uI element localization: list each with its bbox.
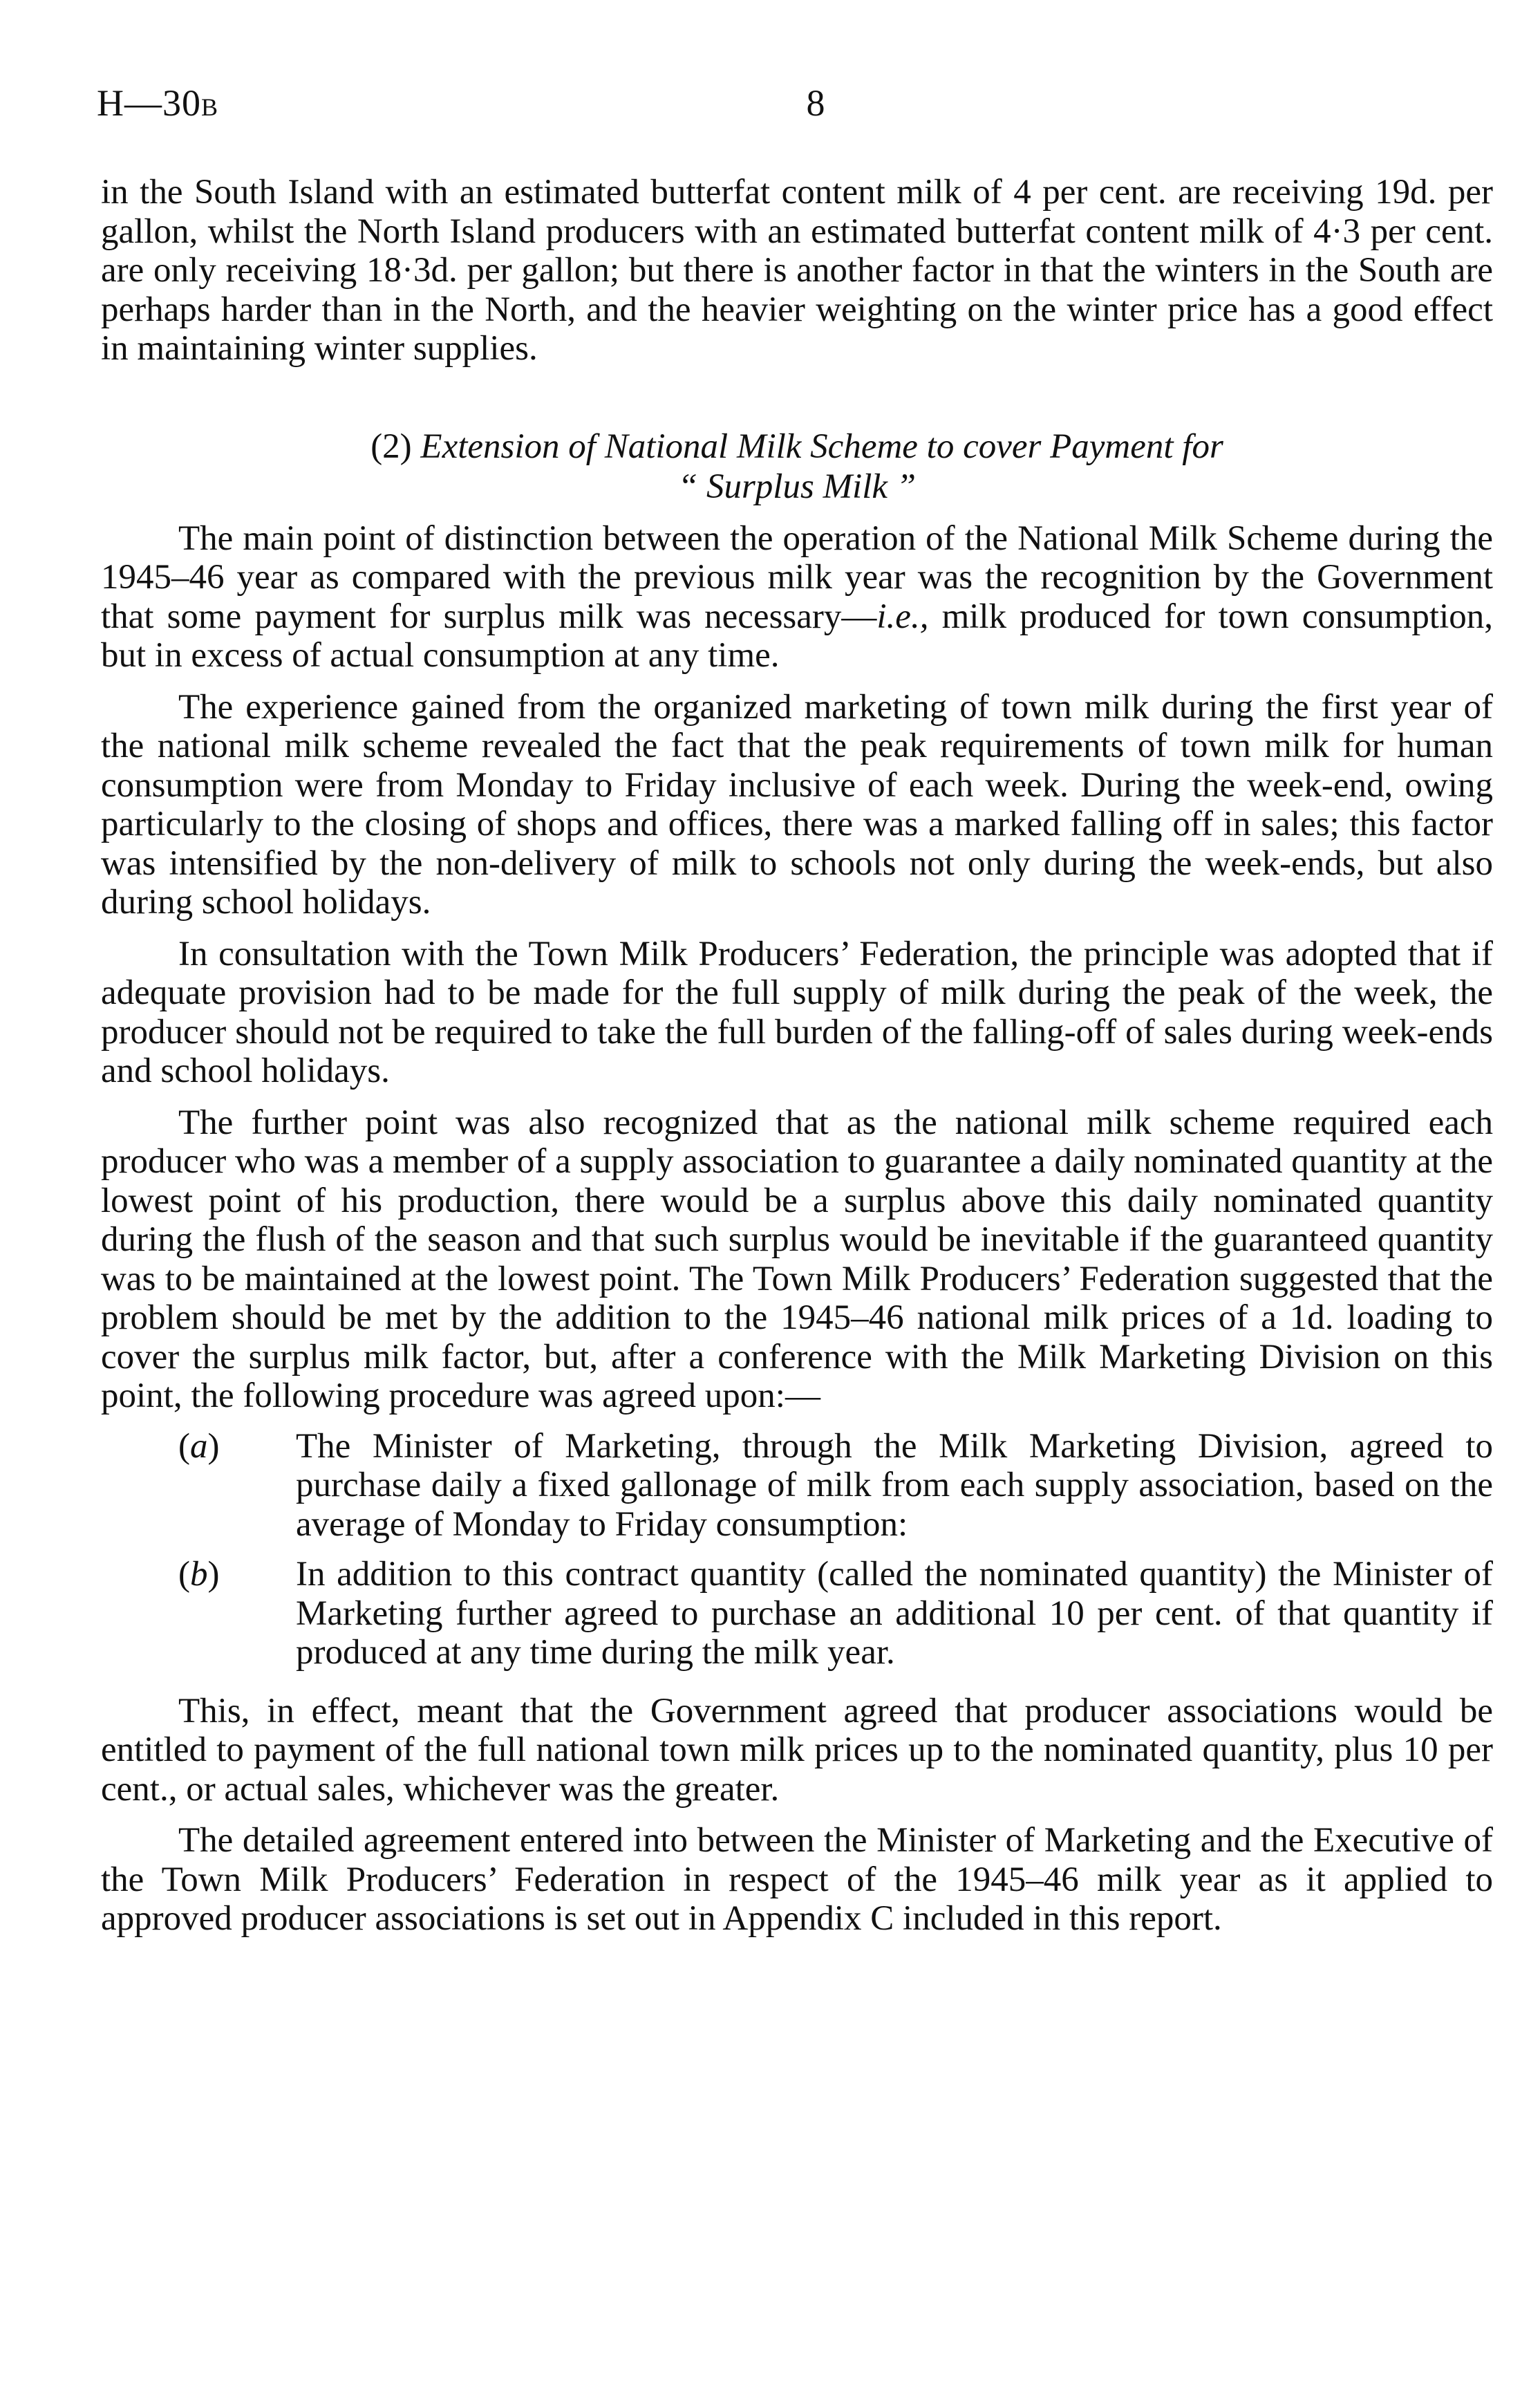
paragraph-distinction [101,519,1493,675]
paragraph-distinction-ie: i.e., [876,597,929,636]
list-item-a-text: The Minister of Marketing, through the Milk Marketing Division, agreed to purchase daily a fixed gallonage of milk from each supply association, based on the average of Monday to Friday consumption: [296,1426,1493,1544]
page-number: 8 [806,82,825,124]
list-item-a-letter: a [189,1426,208,1466]
document-reference [97,82,218,124]
paragraph-experience: The experience gained from the organized marketing of town milk during the first year of the national milk scheme revealed the fact that the peak requirements of town milk for human consumption were from Monday to Friday inclusive of each week. During the week-end, owing particularly to the closing of shops and offices, there was a marked falling off in sales; this factor was intensified by the non-delivery of milk to schools not only during the week-ends, but also during school holidays. [101,687,1493,922]
list-item-b [101,1555,1493,1672]
paragraph-distinction-text-a: The main point of distinction between the operation of the National Milk Scheme during the 1945–46 year as compared with the previous milk year was the recognition by the Government that some payment for surplus milk was necessary— [101,519,1493,636]
paragraph-further-point: The further point was also recognized that as the national milk scheme required each producer who was a member of a supply association to guarantee a daily nominated quantity at the lowest point of his production, there would be a surplus above this daily nominated quantity during the flush of the season and that such surplus would be inevitable if the guaranteed quantity was to be maintained at the lowest point. The Town Milk Producers’ Federation suggested that the problem should be met by the addition to the 1945–46 national milk prices of a 1d. loading to cover the surplus milk factor, but, after a conference with the Milk Marketing Division on this point, the following procedure was agreed upon:— [101,1103,1493,1415]
list-item-b-label: (b) [178,1555,220,1594]
page-header [97,82,1479,137]
list-item-a [101,1427,1493,1544]
paragraph-distinction-text-b: milk produced for town consumption, but in excess of actual consumption at any time. [101,597,1493,675]
paragraph-agreement: The detailed agreement entered into between the Minister of Marketing and the Executive of the Town Milk Producers’ Federation in respect of the 1945–46 milk year as it applied to approved producer associations is set out in Appendix C included in this report. [101,1821,1493,1938]
document-reference-suffix: B [201,93,219,121]
paragraph-consultation: In consultation with the Town Milk Producers’ Federation, the principle was adopted that if adequate provision had to be made for the full supply of milk during the peak of the week, the producer should not be required to take the full burden of the falling-off of sales during week-ends and school holidays. [101,934,1493,1090]
list-item-a-label: (a) [178,1426,220,1466]
section-heading-line1: Extension of National Milk Scheme to cover Payment for [420,427,1223,466]
section-heading [101,427,1493,507]
paragraph-continued: in the South Island with an estimated butterfat content milk of 4 per cent. are receiving 19d. per gallon, whilst the North Island producers with an estimated butterfat content milk of 4·3 per cent. are only receiving 18·3d. per gallon; but there is another factor in that the winters in the South are perhaps harder than in the North, and the heavier weighting on the winter price has a good effect in maintaining winter supplies. [101,173,1493,368]
section-heading-number: (2) [370,427,412,466]
page-body [101,173,1493,1939]
section-heading-line2: “ Surplus Milk ” [677,467,917,506]
list-item-b-text: In addition to this contract quantity (called the nominated quantity) the Minister of Marketing further agreed to purchase an additional 10 per cent. of that quantity if produced at any time during the milk year. [296,1555,1493,1672]
document-reference-main: H—30 [97,82,201,124]
list-item-b-letter: b [189,1555,208,1594]
paragraph-effect: This, in effect, meant that the Government agreed that producer associations would be entitled to payment of the full national town milk prices up to the nominated quantity, plus 10 per cent., or actual sales, whichever was the greater. [101,1691,1493,1809]
